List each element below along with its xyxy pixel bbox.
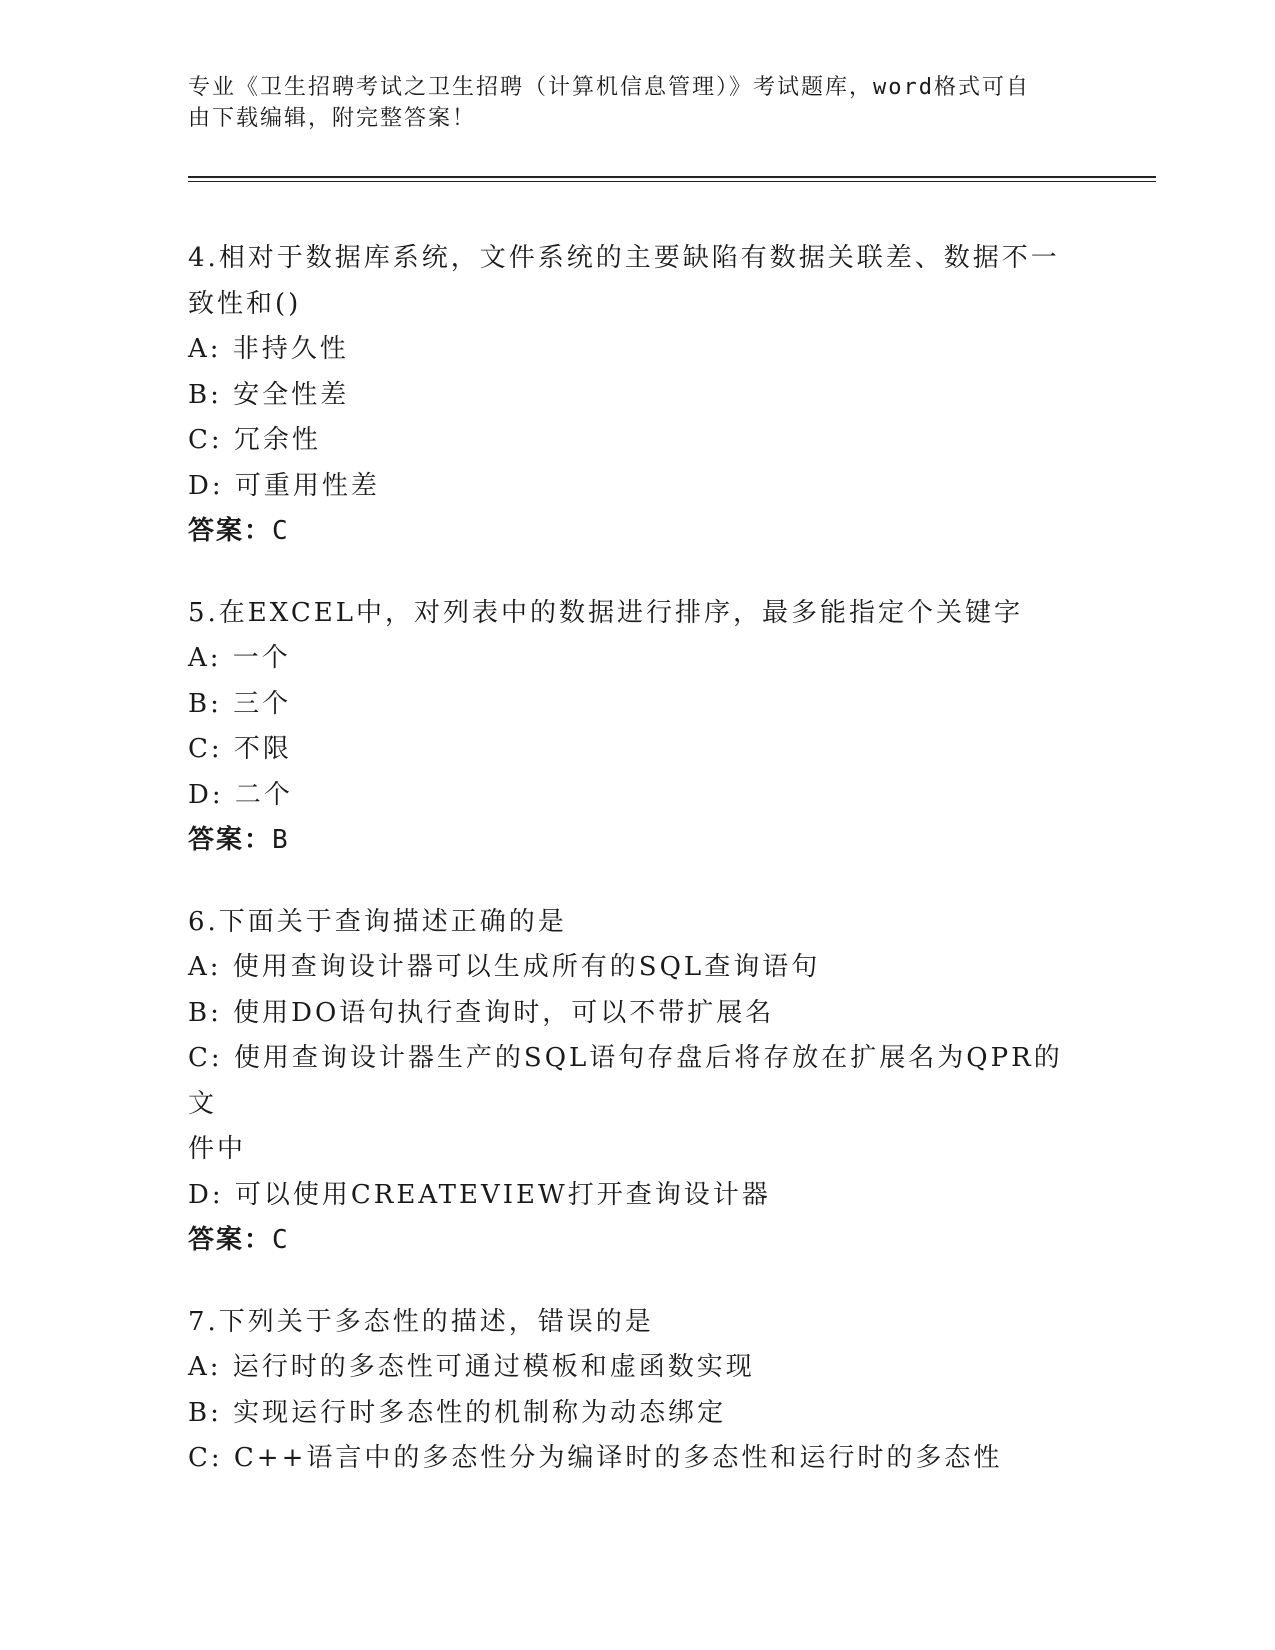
answer-value: C [272, 516, 290, 546]
question-text: 4.相对于数据库系统，文件系统的主要缺陷有数据关联差、数据不一 [188, 243, 1060, 273]
option-b: B: 使用DO语句执行查询时，可以不带扩展名 [188, 997, 775, 1028]
option-c: C: C++语言中的多态性分为编译时的多态性和运行时的多态性 [188, 1443, 1003, 1473]
option-c-continued: 件中 [188, 1134, 247, 1164]
option-d: D: 二个 [188, 779, 293, 810]
answer-label: 答案： [188, 1225, 273, 1255]
option-c: C: 冗余性 [188, 425, 321, 455]
header-divider-thin [188, 181, 1156, 182]
answer-label: 答案： [188, 516, 273, 546]
question-text: 7.下列关于多态性的描述，错误的是 [188, 1306, 654, 1337]
answer-line [188, 509, 1088, 555]
question-text: 致性和() [188, 288, 302, 319]
question-6 [188, 900, 1088, 1264]
option-a: A: 运行时的多态性可通过模板和虚函数实现 [188, 1352, 755, 1382]
document-header [188, 72, 1068, 134]
answer-value: C [272, 1225, 290, 1255]
header-divider-thick [188, 176, 1156, 178]
header-line-2: 由下载编辑，附完整答案！ [188, 106, 477, 131]
option-d: D: 可以使用CREATEVIEW打开查询设计器 [188, 1179, 771, 1210]
question-text: 5.在EXCEL中，对列表中的数据进行排序，最多能指定个关键字 [188, 597, 1023, 628]
answer-label: 答案： [188, 825, 273, 855]
option-a: A: 一个 [188, 643, 291, 673]
question-text: 6.下面关于查询描述正确的是 [188, 906, 567, 937]
answer-line [188, 1218, 1088, 1264]
question-list [188, 236, 1088, 1518]
option-b: B: 安全性差 [188, 379, 350, 410]
option-a: A: 非持久性 [188, 334, 349, 364]
option-b: B: 三个 [188, 688, 292, 719]
question-4 [188, 236, 1088, 555]
question-5 [188, 591, 1088, 864]
option-a: A: 使用查询设计器可以生成所有的SQL查询语句 [188, 952, 821, 982]
option-b: B: 实现运行时多态性的机制称为动态绑定 [188, 1397, 727, 1428]
answer-line [188, 818, 1088, 864]
option-c: C: 不限 [188, 734, 292, 764]
option-d: D: 可重用性差 [188, 470, 380, 501]
answer-value: B [272, 825, 290, 855]
question-7 [188, 1300, 1088, 1482]
header-line-1: 专业《卫生招聘考试之卫生招聘（计算机信息管理）》考试题库，word格式可自 [188, 75, 1030, 100]
option-c: C: 使用查询设计器生产的SQL语句存盘后将存放在扩展名为QPR的文 [188, 1043, 1063, 1119]
